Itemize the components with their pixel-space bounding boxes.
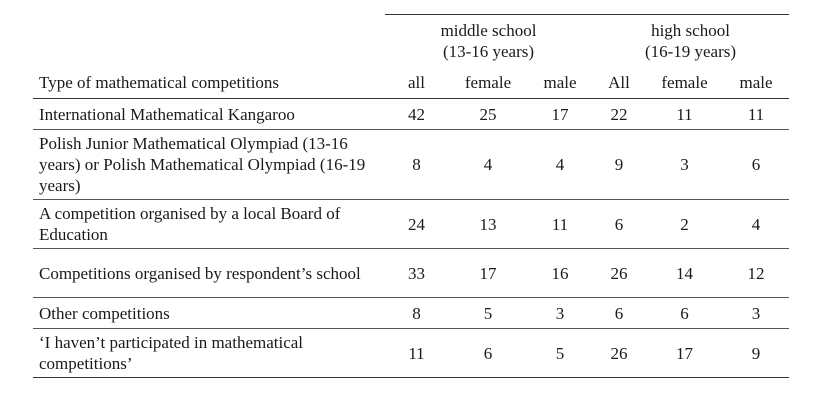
group-header-high-school	[592, 15, 789, 68]
cell-hs-female: 14	[646, 249, 723, 298]
column-header-hs-female: female	[646, 67, 723, 99]
column-header-ms-female: female	[448, 67, 528, 99]
cell-ms-male: 17	[528, 99, 592, 130]
row-label: A competition organised by a local Board of Education	[33, 200, 385, 249]
column-header-ms-male: male	[528, 67, 592, 99]
cell-hs-male: 11	[723, 99, 789, 130]
cell-hs-all: 9	[592, 130, 646, 200]
cell-hs-male: 12	[723, 249, 789, 298]
group-header-middle-school	[385, 15, 592, 68]
cell-ms-female: 6	[448, 329, 528, 378]
column-header-hs-all: All	[592, 67, 646, 99]
table-row	[33, 200, 789, 249]
cell-ms-female: 13	[448, 200, 528, 249]
cell-hs-female: 2	[646, 200, 723, 249]
cell-ms-all: 24	[385, 200, 448, 249]
cell-ms-female: 17	[448, 249, 528, 298]
table-row	[33, 130, 789, 200]
cell-hs-all: 26	[592, 249, 646, 298]
cell-hs-female: 6	[646, 298, 723, 329]
table-row	[33, 249, 789, 298]
cell-ms-male: 4	[528, 130, 592, 200]
cell-hs-female: 3	[646, 130, 723, 200]
cell-ms-all: 8	[385, 298, 448, 329]
row-label: Competitions organised by respondent’s school	[33, 249, 385, 298]
row-label: International Mathematical Kangaroo	[33, 99, 385, 130]
group-header-middle-school-line1: middle school	[440, 21, 537, 40]
cell-hs-all: 6	[592, 298, 646, 329]
cell-hs-male: 4	[723, 200, 789, 249]
cell-ms-male: 16	[528, 249, 592, 298]
competitions-table	[33, 14, 789, 378]
cell-hs-male: 9	[723, 329, 789, 378]
column-header-type: Type of mathematical competitions	[33, 67, 385, 99]
cell-ms-male: 11	[528, 200, 592, 249]
row-label: Polish Junior Mathematical Olympiad (13-16 years) or Polish Mathematical Olympiad (16-19 years)	[33, 130, 385, 200]
cell-ms-female: 5	[448, 298, 528, 329]
column-header-ms-all: all	[385, 67, 448, 99]
cell-hs-all: 6	[592, 200, 646, 249]
cell-hs-male: 3	[723, 298, 789, 329]
cell-ms-all: 33	[385, 249, 448, 298]
cell-ms-all: 11	[385, 329, 448, 378]
cell-ms-female: 25	[448, 99, 528, 130]
row-label: Other competitions	[33, 298, 385, 329]
cell-ms-all: 42	[385, 99, 448, 130]
cell-hs-female: 17	[646, 329, 723, 378]
group-header-high-school-line2: (16-19 years)	[644, 42, 737, 61]
group-header-middle-school-line2: (13-16 years)	[442, 42, 535, 61]
cell-ms-male: 3	[528, 298, 592, 329]
cell-hs-all: 22	[592, 99, 646, 130]
cell-ms-all: 8	[385, 130, 448, 200]
table-row	[33, 329, 789, 378]
header-empty-cell	[33, 15, 385, 68]
cell-hs-all: 26	[592, 329, 646, 378]
row-label: ‘I haven’t participated in mathematical competitions’	[33, 329, 385, 378]
cell-ms-male: 5	[528, 329, 592, 378]
cell-hs-female: 11	[646, 99, 723, 130]
cell-hs-male: 6	[723, 130, 789, 200]
group-header-high-school-line1: high school	[651, 21, 730, 40]
table-row	[33, 298, 789, 329]
cell-ms-female: 4	[448, 130, 528, 200]
table-row	[33, 99, 789, 130]
column-header-hs-male: male	[723, 67, 789, 99]
